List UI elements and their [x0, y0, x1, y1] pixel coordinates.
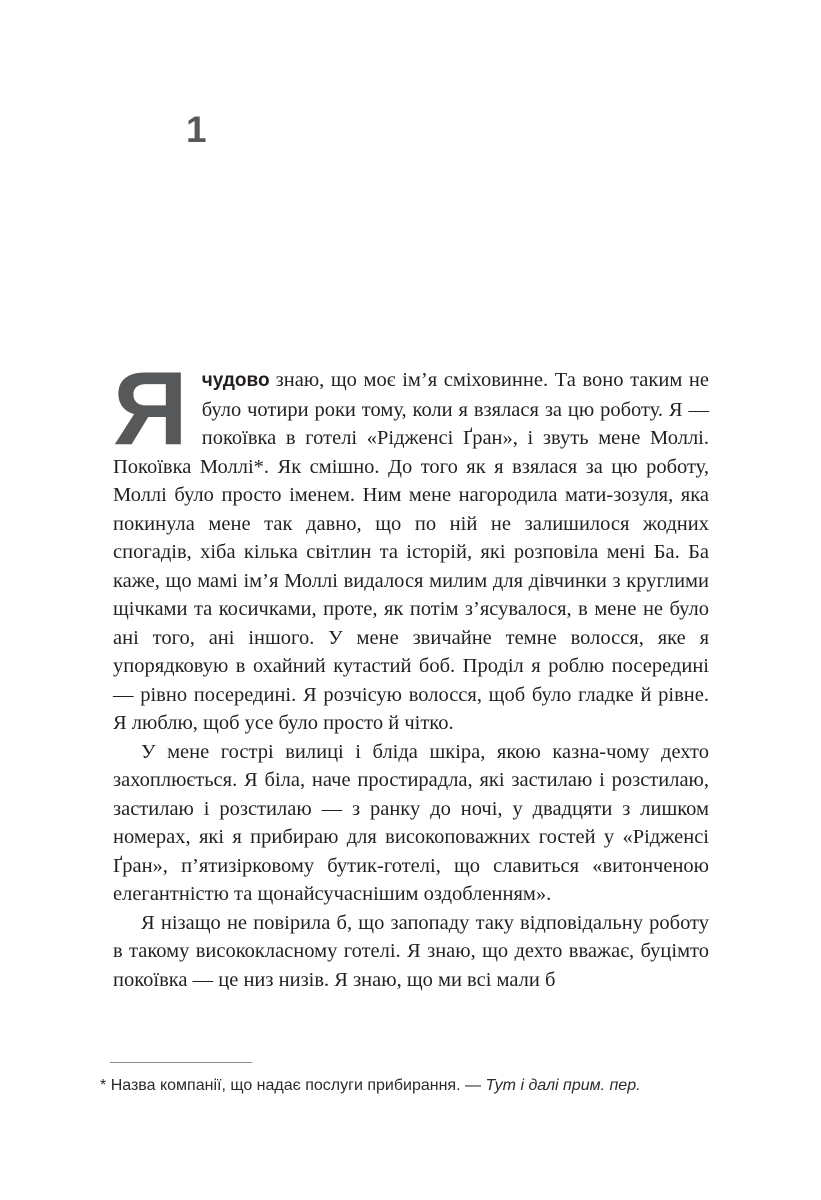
- footnote-marker: *: [100, 1077, 107, 1094]
- footnote-attribution: Тут і далі прим. пер.: [485, 1077, 641, 1094]
- footnote-divider: [110, 1062, 252, 1063]
- paragraph-1: [113, 351, 709, 738]
- drop-cap: Я: [113, 351, 188, 467]
- paragraph-1-text: знаю, що моє ім’я сміховинне. Та воно таким не було чотири роки тому, коли я взялася за цю роботу. Я — покоївка в готелі «Рідженсі Ґран», і звуть мене Моллі. Покоївка Моллі*. Як смішно. До того як я взялася за цю роботу, Моллі було просто іменем. Ним мене нагородила мати-зозуля, яка покинула мене так давно, що по ній не залишилося жодних спогадів, хіба кілька світлин та історій, які розповіла мені Ба. Ба каже, що мамі ім’я Моллі видалося милим для дівчинки з круглими щічками та косичками, проте, як потім з’ясувалося, в мене не було ані того, ані іншого. У мене звичайне темне волосся, яке я упорядковую в охайний кутастий боб. Проділ я роблю посередині — рівно посередині. Я розчісую волосся, щоб було гладке й рівне. Я люблю, щоб усе було просто й чітко.: [113, 369, 709, 734]
- footnote-body: Назва компанії, що надає послуги прибирання. —: [110, 1077, 481, 1094]
- lead-word: чудово: [201, 370, 270, 391]
- paragraph-3: Я нізащо не повірила б, що запопаду таку відповідальну роботу в такому висококласному готелі. Я знаю, що дехто вважає, буцімто покоївка — це низ низів. Я знаю, що ми всі мали б: [113, 911, 709, 991]
- chapter-number: 1: [186, 109, 207, 150]
- footnote: [100, 1052, 710, 1097]
- footnote-text: [100, 1075, 710, 1097]
- paragraph-2: У мене гострі вилиці і бліда шкіра, якою казна-чому дехто захоплюється. Я біла, наче простирадла, які застилаю і розстилаю, застилаю і розстилаю — з ранку до ночі, у двадцяти з лишком номерах, які я прибираю для високоповажних гостей у «Рідженсі Ґран», п’ятизірковому бутик-готелі, що славиться «витонченою елегантністю та щонайсучаснішим оздобленням».: [113, 740, 709, 905]
- body-text: [113, 351, 709, 994]
